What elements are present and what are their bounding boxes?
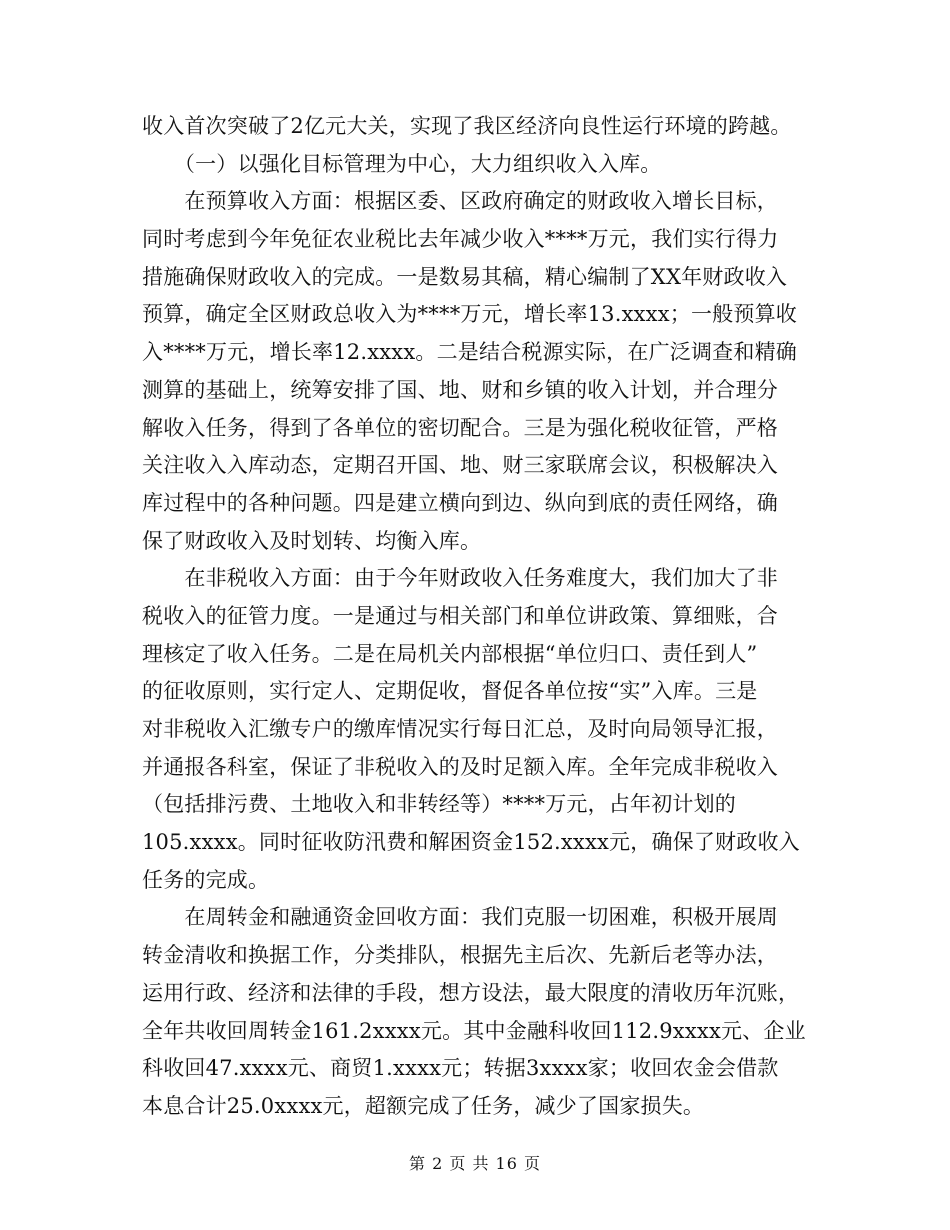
- text-line: 理核定了收入任务。二是在局机关内部根据“单位归口、责任到人”: [142, 641, 758, 666]
- text-line: 任务的完成。: [142, 867, 270, 892]
- text-line: 转金清收和换据工作，分类排队，根据先主后次、先新后老等办法，: [142, 943, 778, 968]
- text-line: 保了财政收入及时划转、均衡入库。: [142, 528, 482, 553]
- text-line: 并通报各科室，保证了非税收入的及时足额入库。全年完成非税收入: [142, 754, 778, 779]
- text-line: 库过程中的各种问题。四是建立横向到边、纵向到底的责任网络，确: [142, 490, 778, 515]
- text-line: 措施确保财政收入的完成。一是数易其稿，精心编制了XX年财政收入: [142, 264, 788, 289]
- text-line: （包括排污费、土地收入和非转经等）****万元，占年初计划的: [142, 792, 736, 817]
- text-line: 预算，确定全区财政总收入为****万元，增长率13.xxxx；一般预算收: [142, 302, 797, 327]
- text-line: 收入首次突破了2亿元大关，实现了我区经济向良性运行环境的跨越。: [142, 114, 792, 138]
- text-line: 全年共收回周转金161.2xxxx元。其中金融科收回112.9xxxx元、企业: [142, 1018, 806, 1043]
- page-number-footer: 第 2 页 共 16 页: [409, 1154, 541, 1173]
- text-line: 科收回47.xxxx元、商贸1.xxxx元；转据3xxxx家；收回农金会借款: [142, 1056, 779, 1081]
- text-line: 对非税收入汇缴专户的缴库情况实行每日汇总，及时向局领导汇报，: [142, 717, 778, 741]
- body-text: [142, 108, 812, 1126]
- text-line: 本息合计25.0xxxx元，超额完成了任务，减少了国家损失。: [142, 1093, 705, 1118]
- text-line: 同时考虑到今年免征农业税比去年减少收入****万元，我们实行得力: [142, 227, 779, 252]
- text-line: 在非税收入方面：由于今年财政收入任务难度大，我们加大了非: [142, 566, 778, 591]
- text-line: 运用行政、经济和法律的手段，想方设法，最大限度的清收历年沉账，: [142, 980, 800, 1005]
- text-line: 在预算收入方面：根据区委、区政府确定的财政收入增长目标，: [142, 189, 778, 214]
- text-line: 测算的基础上，统筹安排了国、地、财和乡镇的收入计划，并合理分: [142, 377, 778, 402]
- text-line: 入****万元，增长率12.xxxx。二是结合税源实际，在广泛调查和精确: [142, 340, 797, 365]
- text-line: 105.xxxx。同时征收防汛费和解困资金152.xxxx元，确保了财政收入: [142, 830, 800, 855]
- text-line: 关注收入入库动态，定期召开国、地、财三家联席会议，积极解决入: [142, 453, 778, 478]
- text-line: 的征收原则，实行定人、定期促收，督促各单位按“实”入库。三是: [142, 679, 758, 704]
- text-line: 解收入任务，得到了各单位的密切配合。三是为强化税收征管，严格: [142, 415, 778, 440]
- section-heading: （一）以强化目标管理为中心，大力组织收入入库。: [142, 151, 662, 176]
- text-line: 税收入的征管力度。一是通过与相关部门和单位讲政策、算细账，合: [142, 603, 778, 628]
- text-line: 在周转金和融通资金回收方面：我们克服一切困难，积极开展周: [142, 905, 778, 930]
